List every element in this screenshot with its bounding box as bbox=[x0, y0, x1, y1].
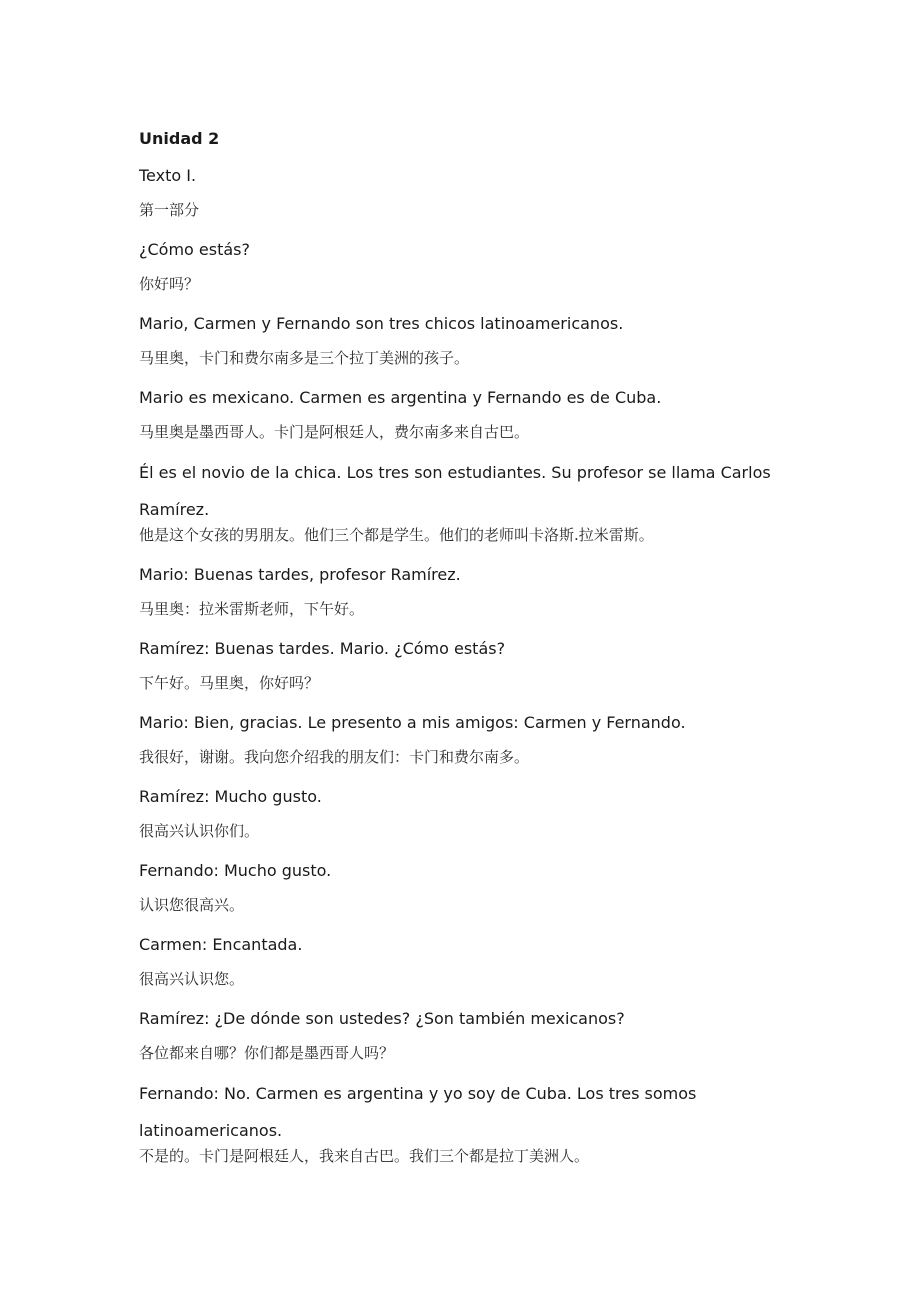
document-body bbox=[139, 128, 799, 1185]
spanish-line-9: Fernando: Mucho gusto. bbox=[139, 861, 332, 880]
spanish-line-1: ¿Cómo estás? bbox=[139, 240, 250, 259]
chinese-line-10: 很高兴认识您。 bbox=[139, 970, 245, 988]
chinese-line-2: 马里奥，卡门和费尔南多是三个拉丁美洲的孩子。 bbox=[139, 349, 470, 367]
spanish-line-10: Carmen: Encantada. bbox=[139, 935, 303, 954]
spanish-line-11: Ramírez: ¿De dónde son ustedes? ¿Son también mexicanos? bbox=[139, 1009, 625, 1028]
spanish-line-3: Mario es mexicano. Carmen es argentina y Fernando es de Cuba. bbox=[139, 388, 662, 407]
spanish-line-12: Fernando: No. Carmen es argentina y yo soy de Cuba. Los tres somos latinoamericanos. bbox=[139, 1084, 697, 1140]
chinese-line-8: 很高兴认识你们。 bbox=[139, 822, 260, 840]
spanish-line-6: Ramírez: Buenas tardes. Mario. ¿Cómo estás? bbox=[139, 639, 506, 658]
spanish-line-7: Mario: Bien, gracias. Le presento a mis amigos: Carmen y Fernando. bbox=[139, 713, 686, 732]
chinese-line-5: 马里奥：拉米雷斯老师，下午好。 bbox=[139, 600, 365, 618]
chinese-line-12: 不是的。卡门是阿根廷人，我来自古巴。我们三个都是拉丁美洲人。 bbox=[139, 1147, 590, 1165]
chinese-line-6: 下午好。马里奥，你好吗？ bbox=[139, 674, 320, 692]
spanish-line-4: Él es el novio de la chica. Los tres son estudiantes. Su profesor se llama Carlos Ramírez. bbox=[139, 463, 771, 519]
chinese-line-9: 认识您很高兴。 bbox=[139, 896, 245, 914]
text-subtitle: Texto I. bbox=[139, 166, 197, 185]
chinese-line-3: 马里奥是墨西哥人。卡门是阿根廷人，费尔南多来自古巴。 bbox=[139, 423, 530, 441]
chinese-line-4: 他是这个女孩的男朋友。他们三个都是学生。他们的老师叫卡洛斯.拉米雷斯。 bbox=[139, 526, 654, 544]
spanish-line-5: Mario: Buenas tardes, profesor Ramírez. bbox=[139, 565, 461, 584]
chinese-line-11: 各位都来自哪？你们都是墨西哥人吗？ bbox=[139, 1044, 395, 1062]
spanish-line-8: Ramírez: Mucho gusto. bbox=[139, 787, 322, 806]
part-label: 第一部分 bbox=[139, 201, 200, 219]
spanish-line-2: Mario, Carmen y Fernando son tres chicos latinoamericanos. bbox=[139, 314, 624, 333]
chinese-line-7: 我很好，谢谢。我向您介绍我的朋友们：卡门和费尔南多。 bbox=[139, 748, 530, 766]
unit-title: Unidad 2 bbox=[139, 129, 220, 148]
chinese-line-1: 你好吗？ bbox=[139, 275, 200, 293]
